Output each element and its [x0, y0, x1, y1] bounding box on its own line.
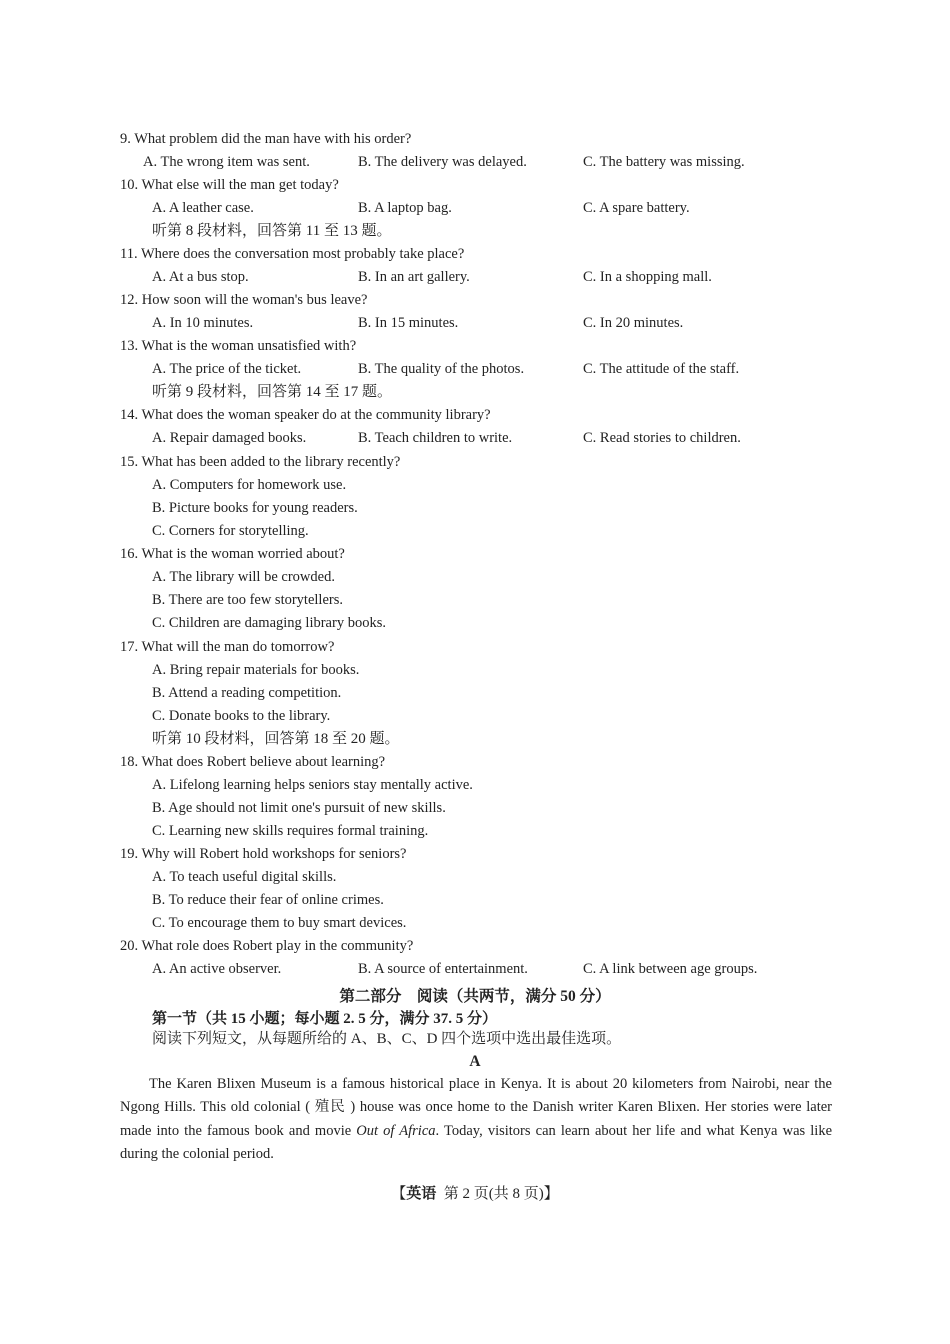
- question-13: 13. What is the woman unsatisfied with?: [120, 338, 357, 354]
- question-17: 17. What will the man do tomorrow?: [120, 639, 335, 655]
- option-10b: B. A laptop bag.: [358, 200, 452, 216]
- instruction-segment-9: 听第 9 段材料，回答第 14 至 17 题。: [152, 384, 393, 400]
- question-12: 12. How soon will the woman's bus leave?: [120, 292, 368, 308]
- subject-label: 英语: [406, 1186, 437, 1202]
- option-13b: B. The quality of the photos.: [358, 361, 525, 377]
- reading-directions: 阅读下列短文，从每题所给的 A、B、C、D 四个选项中选出最佳选项。: [152, 1031, 622, 1047]
- option-11b: B. In an art gallery.: [358, 269, 470, 285]
- question-20: 20. What role does Robert play in the community?: [120, 938, 414, 954]
- option-17a: A. Bring repair materials for books.: [152, 662, 360, 678]
- option-12b: B. In 15 minutes.: [358, 315, 459, 331]
- option-14a: A. Repair damaged books.: [152, 430, 307, 446]
- option-12a: A. In 10 minutes.: [152, 315, 254, 331]
- instruction-segment-8: 听第 8 段材料，回答第 11 至 13 题。: [152, 223, 392, 239]
- option-18a: A. Lifelong learning helps seniors stay mentally active.: [152, 777, 473, 793]
- question-19: 19. Why will Robert hold workshops for seniors?: [120, 846, 407, 862]
- option-18c: C. Learning new skills requires formal training.: [152, 823, 429, 839]
- option-19b: B. To reduce their fear of online crimes.: [152, 892, 384, 908]
- page-number: 第 2 页(共 8 页): [443, 1186, 544, 1202]
- option-17c: C. Donate books to the library.: [152, 708, 331, 724]
- option-16a: A. The library will be crowded.: [152, 569, 335, 585]
- option-13a: A. The price of the ticket.: [152, 361, 302, 377]
- option-9b: B. The delivery was delayed.: [358, 154, 527, 170]
- question-18: 18. What does Robert believe about learning?: [120, 754, 386, 770]
- option-10c: C. A spare battery.: [583, 200, 690, 216]
- option-19c: C. To encourage them to buy smart devices.: [152, 915, 407, 931]
- option-14b: B. Teach children to write.: [358, 430, 513, 446]
- option-13c: C. The attitude of the staff.: [583, 361, 740, 377]
- option-9c: C. The battery was missing.: [583, 154, 745, 170]
- option-15a: A. Computers for homework use.: [152, 477, 347, 493]
- option-15c: C. Corners for storytelling.: [152, 523, 309, 539]
- option-14c: C. Read stories to children.: [583, 430, 741, 446]
- option-16b: B. There are too few storytellers.: [152, 592, 343, 608]
- question-11: 11. Where does the conversation most probably take place?: [120, 246, 465, 262]
- option-20b: B. A source of entertainment.: [358, 961, 528, 977]
- question-9: 9. What problem did the man have with his order?: [120, 131, 412, 147]
- option-19a: A. To teach useful digital skills.: [152, 869, 337, 885]
- option-10a: A. A leather case.: [152, 200, 254, 216]
- question-14: 14. What does the woman speaker do at the community library?: [120, 407, 491, 423]
- passage-label: A: [469, 1053, 481, 1070]
- option-16c: C. Children are damaging library books.: [152, 615, 386, 631]
- option-20c: C. A link between age groups.: [583, 961, 758, 977]
- question-15: 15. What has been added to the library recently?: [120, 454, 401, 470]
- option-11c: C. In a shopping mall.: [583, 269, 712, 285]
- section-one-title: 第一节（共 15 小题；每小题 2. 5 分，满分 37. 5 分）: [152, 1011, 498, 1027]
- page-footer: 【英语 第 2 页(共 8 页)】: [391, 1186, 559, 1202]
- part-two-title: 第二部分 阅读（共两节，满分 50 分）: [339, 988, 611, 1005]
- option-11a: A. At a bus stop.: [152, 269, 249, 285]
- option-9a: A. The wrong item was sent.: [143, 154, 310, 170]
- option-20a: A. An active observer.: [152, 961, 282, 977]
- option-17b: B. Attend a reading competition.: [152, 685, 342, 701]
- option-15b: B. Picture books for young readers.: [152, 500, 358, 516]
- question-16: 16. What is the woman worried about?: [120, 546, 345, 562]
- question-10: 10. What else will the man get today?: [120, 177, 339, 193]
- option-18b: B. Age should not limit one's pursuit of new skills.: [152, 800, 446, 816]
- instruction-segment-10: 听第 10 段材料，回答第 18 至 20 题。: [152, 731, 400, 747]
- passage-a-paragraph: The Karen Blixen Museum is a famous historical place in Kenya. It is about 20 kilometers from Nairobi, near the Ngong Hills. This old colonial ( 殖民 ) house was once home to the Danish writer Karen Blixen. Her stories were later made into the famous book and movie Out of Africa. Today, visitors can learn about her life and what Kenya was like during the colonial period.: [120, 1076, 833, 1163]
- option-12c: C. In 20 minutes.: [583, 315, 684, 331]
